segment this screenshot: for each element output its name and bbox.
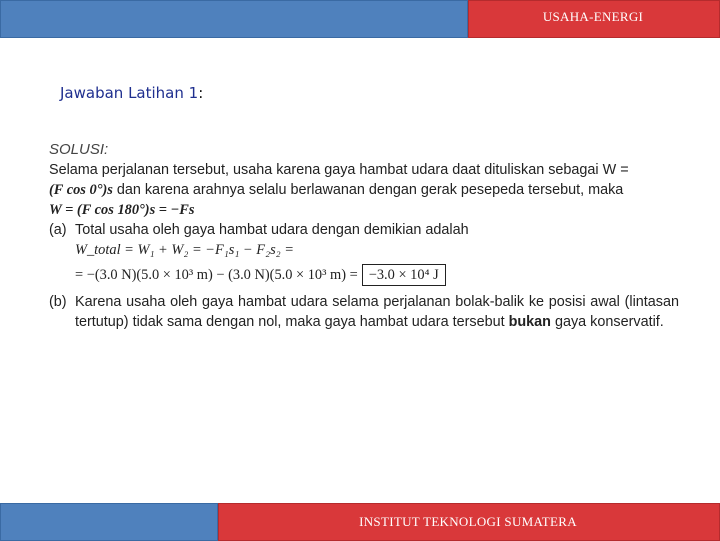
header-bar xyxy=(0,0,720,38)
heading-text: Jawaban Latihan 1 xyxy=(60,84,199,102)
part-a-mark: (a) xyxy=(49,222,67,238)
solution-intro-line-1: Selama perjalanan tersebut, usaha karena gaya hambat udara daat dituliskan sebagai W = xyxy=(49,162,629,178)
formula-calculation xyxy=(49,264,679,286)
formula-work-180: W = (F cos 180°)s = −Fs xyxy=(49,202,195,218)
solution-intro-line-2-text: dan karena arahnya selalu berlawanan dengan gerak pesepeda tersebut, maka xyxy=(112,182,624,198)
formula-fcos0: (F cos 0°)s xyxy=(49,182,113,198)
formula-calculation-text: = −(3.0 N)(5.0 × 10³ m) − (3.0 N)(5.0 × 10³ m) = xyxy=(75,267,358,283)
footer-bar xyxy=(0,503,720,540)
part-b-mark: (b) xyxy=(49,294,67,310)
part-a-text: Total usaha oleh gaya hambat udara dengan demikian adalah xyxy=(75,222,469,238)
part-b-text-1: Karena usaha oleh gaya hambat udara selama perjalanan bolak-balik ke posisi awal (lintasan tertutup) tidak sama dengan nol, maka gaya hambat udara tersebut xyxy=(75,294,679,330)
solution-label: SOLUSI: xyxy=(49,141,109,158)
footer-title: INSTITUT TEKNOLOGI SUMATERA xyxy=(359,514,577,529)
footer-blue-panel xyxy=(0,503,218,541)
solution-block xyxy=(49,140,679,332)
result-box: −3.0 × 10⁴ J xyxy=(362,264,446,286)
solution-intro-line-2 xyxy=(49,180,679,200)
header-title: USAHA-ENERGI xyxy=(542,9,644,24)
part-b-text-2: gaya konservatif. xyxy=(550,314,664,330)
page-heading xyxy=(60,84,203,102)
part-a xyxy=(49,220,679,240)
header-blue-panel xyxy=(0,0,468,38)
part-b-bold: bukan xyxy=(508,314,551,330)
part-b xyxy=(49,292,679,332)
formula-total-work: W_total = W₁ + W₂ = −F₁s₁ − F₂s₂ = xyxy=(75,242,294,258)
heading-colon: : xyxy=(198,84,204,102)
part-b-text xyxy=(75,292,679,332)
